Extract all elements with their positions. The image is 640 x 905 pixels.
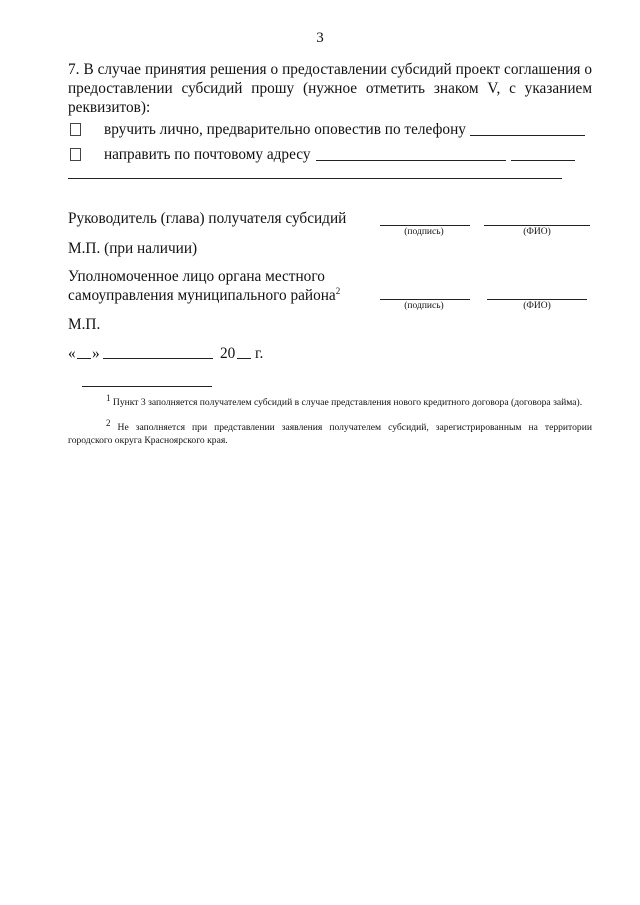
date-year-prefix: 20 xyxy=(220,345,236,362)
head-name-caption: (ФИО) xyxy=(523,227,551,237)
footnote-separator xyxy=(82,386,212,387)
clause-7-text: 7. В случае принятия решения о предоставлении субсидий проект соглашения о предоставлении субсидий прошу (нужное отметить знаком V, с указанием реквизитов): xyxy=(68,61,592,116)
date-close-quote: » xyxy=(92,345,100,362)
official-signature-caption: (подпись) xyxy=(404,301,444,311)
phone-fill-line[interactable] xyxy=(470,135,585,136)
footnote-1 xyxy=(68,392,592,409)
official-name-caption: (ФИО) xyxy=(523,301,551,311)
option-mail-checkbox[interactable] xyxy=(70,148,81,161)
head-signature-caption: (подпись) xyxy=(404,227,444,237)
option-mail-label: направить по почтовому адресу xyxy=(104,146,311,163)
date-month-line[interactable] xyxy=(103,358,213,359)
option-personal-checkbox[interactable] xyxy=(70,123,81,136)
address-fill-line-1b[interactable] xyxy=(511,160,575,161)
footnote-1-marker: 1 xyxy=(106,392,111,403)
official-label-line2-text: самоуправления муниципального района xyxy=(68,287,336,304)
official-signature-line[interactable] xyxy=(380,299,470,300)
official-name-line[interactable] xyxy=(487,299,587,300)
date-day-line[interactable] xyxy=(77,358,91,359)
option-personal-label: вручить лично, предварительно оповестив по телефону xyxy=(104,121,466,138)
head-signature-line[interactable] xyxy=(380,225,470,226)
date-year-line[interactable] xyxy=(237,358,251,359)
official-stamp-label: М.П. xyxy=(68,316,101,333)
address-fill-line-2[interactable] xyxy=(68,178,562,179)
head-signatory-label: Руководитель (глава) получателя субсидий xyxy=(68,210,347,227)
footnote-2 xyxy=(68,417,592,447)
page-number: 3 xyxy=(316,30,324,46)
official-label-line1: Уполномоченное лицо органа местного xyxy=(68,268,325,285)
date-year-suffix: г. xyxy=(255,345,264,362)
official-label-line2 xyxy=(68,287,340,305)
official-footnote-marker: 2 xyxy=(335,285,341,296)
footnote-2-text: Не заполняется при представлении заявления получателем субсидий, зарегистрированным на территории городского округа Красноярского края. xyxy=(68,422,592,446)
date-open-quote: « xyxy=(68,345,76,362)
address-fill-line-1a[interactable] xyxy=(316,160,506,161)
head-name-line[interactable] xyxy=(484,225,590,226)
footnote-2-marker: 2 xyxy=(106,417,111,428)
head-stamp-label: М.П. (при наличии) xyxy=(68,240,198,257)
footnote-1-text: Пункт 3 заполняется получателем субсидий в случае представления нового кредитного договора (договора займа). xyxy=(112,397,583,408)
